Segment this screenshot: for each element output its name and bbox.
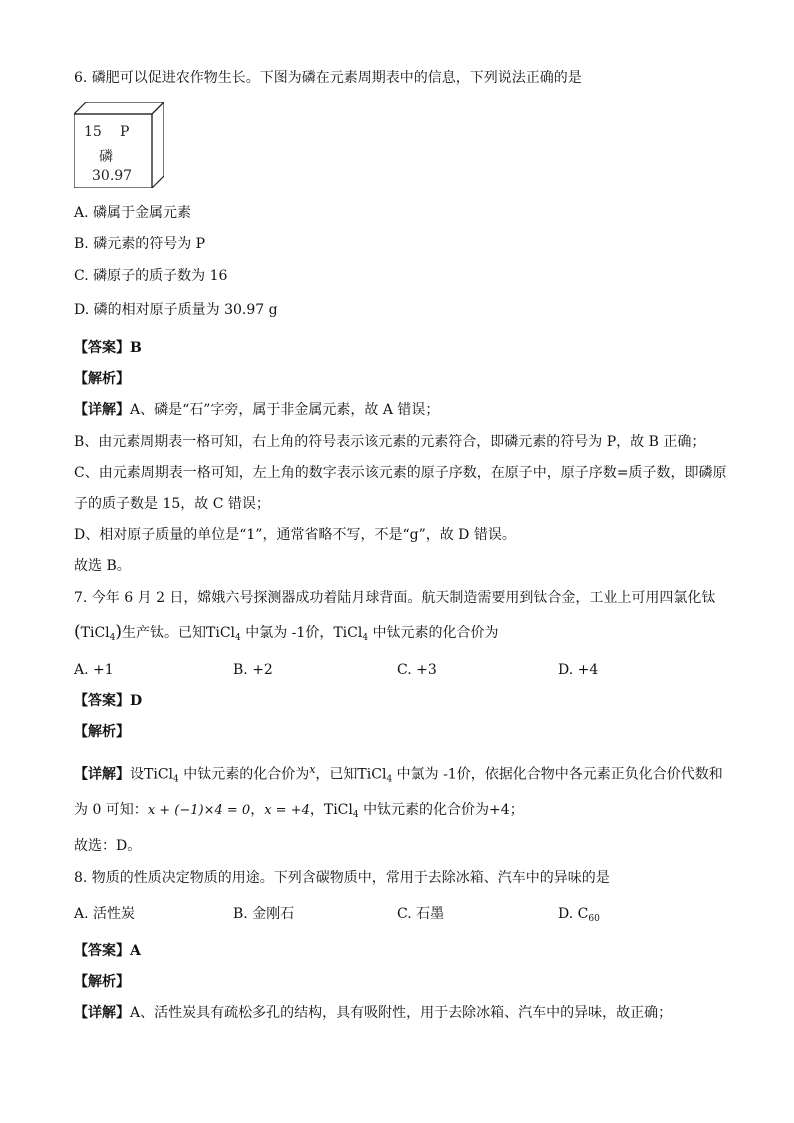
c60-subscript: 60 — [588, 914, 600, 924]
equation-1: x + (−1)×4 = 0 — [147, 803, 251, 818]
q7-detail2-text-c: 中钛元素的化合价为+4； — [363, 802, 524, 818]
q6-detail-b: B、由元素周期表一格可知，右上角的符号表示该元素的元素符合，即磷元素的符号为 P，故 B 正确； — [74, 434, 706, 450]
cell-mass: 30.97 — [92, 168, 133, 184]
formula-ticl4: TiCl — [144, 766, 174, 783]
detail-label: 【详解】 — [74, 402, 130, 418]
q6-option-d: D. 磷的相对原子质量为 30.97 g — [74, 302, 278, 318]
q8-option-d-text: D. C — [558, 906, 589, 922]
cell-name: 磷 — [99, 149, 113, 165]
variable-x: x — [309, 763, 316, 776]
q7-answer: 【答案】D — [74, 693, 143, 709]
formula-ticl4: TiCl — [206, 625, 236, 641]
formula-subscript: 4 — [362, 633, 369, 643]
formula-subscript: 4 — [386, 774, 393, 785]
q7-stem-text-c: 中钛元素的化合价为 — [372, 625, 499, 641]
q7-detail2-text-a: 为 0 可知： — [74, 802, 148, 818]
paren-close: ) — [115, 622, 123, 642]
q7-detail-text-b: 中钛元素的化合价为 — [183, 766, 310, 783]
q7-detail2-comma: ， — [250, 802, 265, 818]
q8-analysis-label: 【解析】 — [74, 974, 130, 990]
detail-label: 【详解】 — [74, 1005, 130, 1021]
q8-detail-a: 【详解】A、活性炭具有疏松多孔的结构，具有吸附性，用于去除冰箱、汽车中的异味，故正确； — [74, 1005, 673, 1021]
q7-option-d: D. +4 — [558, 662, 599, 678]
q7-stem-line2 — [74, 622, 499, 648]
paren-open: ( — [74, 622, 81, 642]
equation-2: x = +4 — [264, 803, 310, 818]
q6-option-a: A. 磷属于金属元素 — [74, 205, 192, 221]
q6-detail-a: 【详解】A、磷是“石”字旁，属于非金属元素，故 A 错误； — [74, 402, 440, 418]
formula-subscript: 4 — [109, 633, 116, 643]
formula-ticl4: TiCl — [357, 766, 387, 783]
cell-symbol: P — [120, 124, 130, 140]
q6-stem: 6. 磷肥可以促进农作物生长。下图为磷在元素周期表中的信息，下列说法正确的是 — [74, 70, 582, 86]
q6-answer: 【答案】B — [74, 340, 142, 356]
detail-label: 【详解】 — [74, 766, 130, 783]
q6-option-b: B. 磷元素的符号为 P — [74, 236, 206, 252]
q7-detail2-text-b: ， — [309, 802, 324, 818]
q6-detail-d: D、相对原子质量的单位是“1”，通常省略不写，不是“g”，故 D 错误。 — [74, 527, 516, 543]
q7-detail-line1 — [74, 760, 723, 790]
q7-conclusion: 故选：D。 — [74, 838, 142, 854]
q7-option-c: C. +3 — [397, 662, 437, 678]
q7-detail-text-a: 【详解】设 — [74, 766, 144, 783]
q7-option-b: B. +2 — [233, 662, 273, 678]
q7-stem-text-a: 生产钛。已知 — [122, 625, 207, 641]
q8-option-a: A. 活性炭 — [74, 906, 136, 922]
formula-subscript: 4 — [235, 633, 241, 643]
q6-detail-c2: 子的质子数是 15，故 C 错误； — [74, 496, 270, 512]
q6-analysis-label: 【解析】 — [74, 371, 130, 387]
q7-stem-text-b: 中氯为 -1价， — [245, 625, 334, 641]
q8-option-b: B. 金刚石 — [233, 906, 295, 922]
formula-subscript: 4 — [173, 774, 179, 785]
q8-option-d — [558, 904, 600, 929]
q7-stem-line1: 7. 今年 6 月 2 日，嫦娥六号探测器成功着陆月球背面。航天制造需要用到钛合金，工业上可用四氯化钛 — [74, 590, 716, 606]
q7-analysis-label: 【解析】 — [74, 724, 130, 740]
q7-detail-text-d: 中氯为 -1价，依据化合物中各元素正负化合价代数和 — [396, 766, 723, 783]
formula-ticl4: TiCl — [80, 625, 110, 641]
formula-subscript: 4 — [352, 810, 359, 820]
q7-detail-line2 — [74, 800, 524, 825]
formula-ticl4: TiCl — [323, 802, 353, 818]
q7-option-a: A. +1 — [74, 662, 114, 678]
q6-conclusion: 故选 B。 — [74, 558, 131, 574]
q8-stem: 8. 物质的性质决定物质的用途。下列含碳物质中，常用于去除冰箱、汽车中的异味的是 — [74, 870, 610, 886]
q6-option-c: C. 磷原子的质子数为 16 — [74, 268, 228, 284]
q8-answer: 【答案】A — [74, 943, 141, 959]
q6-detail-c1: C、由元素周期表一格可知，左上角的数字表示该元素的原子序数，在原子中，原子序数=质子数，即磷原 — [74, 465, 727, 481]
cell-atomic-number: 15 — [84, 124, 102, 140]
q8-option-c: C. 石墨 — [397, 906, 445, 922]
q7-detail-text-c: ，已知 — [315, 766, 358, 783]
formula-ticl4: TiCl — [333, 625, 363, 641]
